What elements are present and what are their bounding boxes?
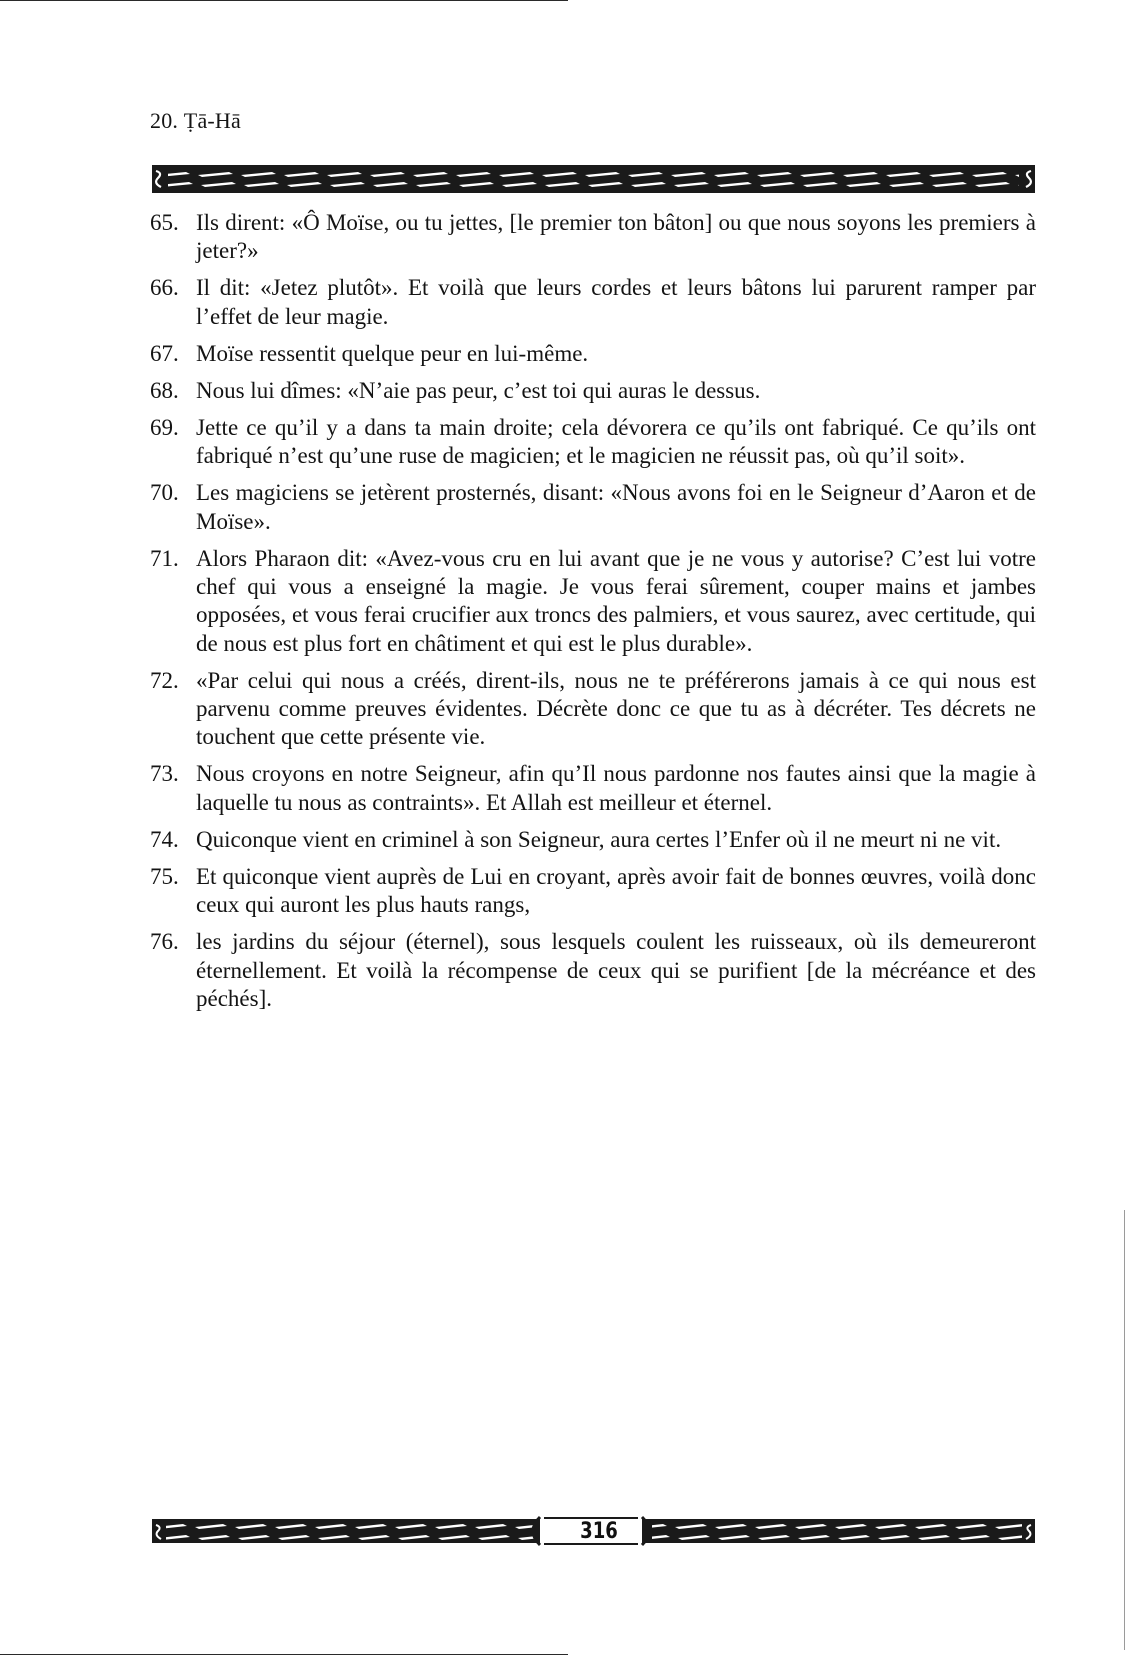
verse-text: Et quiconque vient auprès de Lui en croyant, après avoir fait de bonnes œuvres, voilà donc ceux qui auront les plus hauts rangs, (196, 863, 1036, 918)
verse-number: 75. (150, 863, 179, 889)
scan-top-rule (0, 0, 568, 1)
verse-item (150, 928, 1036, 1013)
verse-text: «Par celui qui nous a créés, dirent-ils, nous ne te préférerons jamais à ce qui nous est parvenu comme preuves évidentes. Décrète donc ce que tu as à décréter. Tes décrets ne touchent que cette présente vie. (196, 667, 1036, 750)
verse-number: 72. (150, 667, 179, 693)
verse-item (150, 274, 1036, 331)
verse-list (150, 209, 1036, 1022)
verse-text: Jette ce qu’il y a dans ta main droite; cela dévorera ce qu’ils ont fabriqué. Ce qu’ils ont fabriqué n’est qu’une ruse de magicien; et le magicien ne réussit pas, où qu’il soit». (196, 414, 1036, 469)
verse-number: 71. (150, 545, 179, 571)
verse-text: les jardins du séjour (éternel), sous lesquels coulent les ruisseaux, où ils demeureront éternellement. Et voilà la récompense de ceux qui se purifient [de la mécréance et des péchés]. (196, 929, 1036, 1011)
verse-item (150, 826, 1036, 854)
running-head-surah-title: 20. Ṭā-Hā (150, 108, 241, 133)
verse-text: Ils dirent: «Ô Moïse, ou tu jettes, [le premier ton bâton] ou que nous soyons les premiers à jeter?» (196, 210, 1036, 264)
verse-item (150, 209, 1036, 266)
verse-item (150, 545, 1036, 658)
verse-item (150, 414, 1036, 471)
page-number: 316 (580, 1518, 618, 1544)
scan-edge-mark (1124, 1210, 1125, 1650)
verse-number: 68. (150, 377, 179, 403)
verse-item (150, 340, 1036, 368)
verse-item (150, 863, 1036, 920)
verse-number: 65. (150, 210, 179, 235)
verse-text: Les magiciens se jetèrent prosternés, disant: «Nous avons foi en le Seigneur d’Aaron et de Moïse». (196, 480, 1036, 534)
verse-text: Nous lui dîmes: «N’aie pas peur, c’est toi qui auras le dessus. (196, 377, 761, 403)
verse-text: Alors Pharaon dit: «Avez-vous cru en lui avant que je ne vous y autorise? C’est lui votre chef qui vous a enseigné la magie. Je vous ferai sûrement, couper mains et jambes opposées, et vous ferai crucifier aux troncs des palmiers, et vous saurez, avec certitude, qui de nous est plus fort en châtiment et qui est le plus durable». (196, 545, 1036, 656)
verse-item (150, 479, 1036, 536)
verse-number: 73. (150, 761, 179, 787)
verse-text: Il dit: «Jetez plutôt». Et voilà que leurs cordes et leurs bâtons lui parurent ramper par l’effet de leur magie. (196, 275, 1036, 329)
verse-item (150, 760, 1036, 817)
verse-number: 70. (150, 480, 179, 506)
verse-number: 67. (150, 340, 179, 366)
verse-item (150, 667, 1036, 752)
verse-text: Quiconque vient en criminel à son Seigneur, aura certes l’Enfer où il ne meurt ni ne vit. (196, 826, 1002, 852)
verse-item (150, 377, 1036, 405)
verse-number: 74. (150, 826, 179, 852)
top-ornamental-band (152, 165, 1035, 193)
verse-text: Nous croyons en notre Seigneur, afin qu’Il nous pardonne nos fautes ainsi que la magie à laquelle tu nous as contraints». Et Allah est meilleur et éternel. (196, 761, 1036, 815)
scan-bottom-rule (0, 1654, 568, 1655)
verse-number: 66. (150, 275, 179, 301)
verse-number: 69. (150, 414, 179, 440)
verse-text: Moïse ressentit quelque peur en lui-même. (196, 340, 589, 366)
verse-number: 76. (150, 929, 179, 955)
